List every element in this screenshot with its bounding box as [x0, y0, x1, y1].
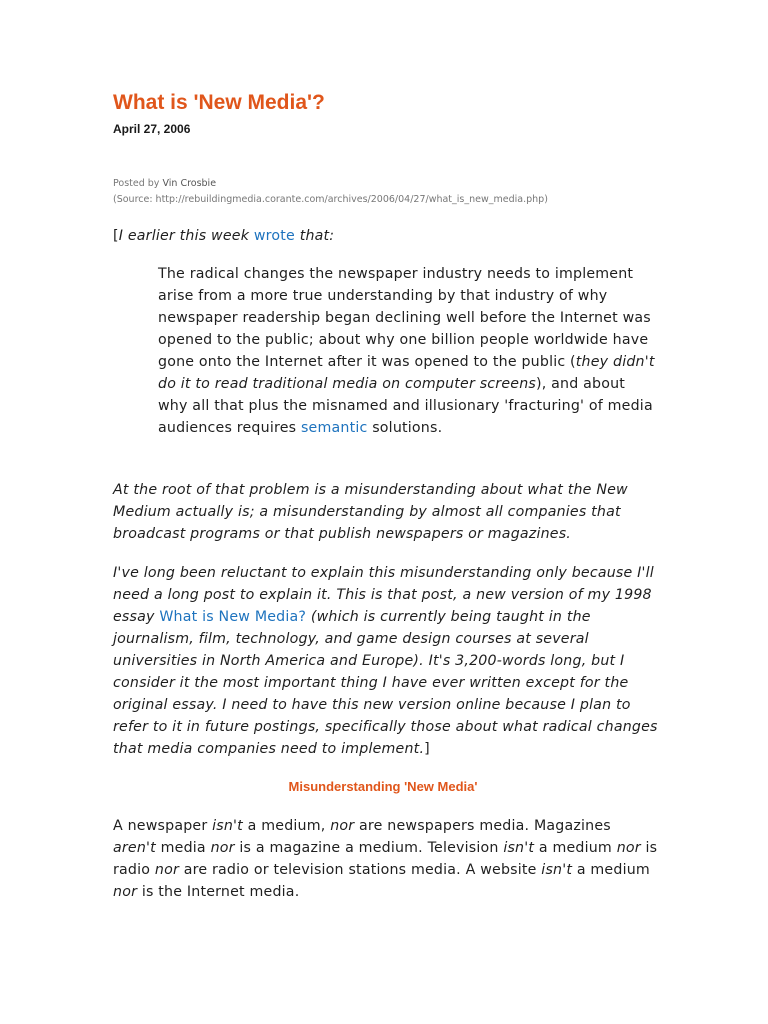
paragraph-reluctant: [113, 562, 658, 760]
p3-emphasis: isn't: [541, 862, 573, 878]
p3-text: A newspaper: [113, 818, 208, 834]
intro-line: [113, 225, 658, 247]
intro-text-after: that:: [299, 228, 335, 244]
paragraph2-text-2: (which is currently being taught in the journalism, film, technology, and game design courses at several universities in North America and Europe). It's 3,200-words long, but I consider it the most important thing I have ever written except for the original essay. I need to have this new version online because I plan to refer to it in future postings, specifically those about what radical changes that media companies need to implement.: [113, 609, 658, 757]
author-name: Vin Crosbie: [162, 178, 217, 189]
p3-text: are newspapers media. Magazines: [359, 818, 611, 834]
article-title: What is 'New Media'?: [113, 91, 325, 114]
what-is-new-media-link[interactable]: What is New Media?: [159, 609, 307, 625]
source-line: (Source: http://rebuildingmedia.corante.com/archives/2006/04/27/what_is_new_media.php): [113, 194, 548, 205]
p3-emphasis: nor: [154, 862, 179, 878]
p3-text: is radio: [113, 840, 658, 878]
p3-text: a medium: [576, 862, 650, 878]
quote-text-2: ), and about why all that plus the misnamed and illusionary 'fracturing' of media audiences requires: [158, 376, 653, 436]
paragraph-root-problem: At the root of that problem is a misunderstanding about what the New Medium actually is; a misunderstanding by almost all companies that broadcast programs or that publish newspapers or magazines.: [113, 482, 628, 542]
quote-text-3: solutions.: [372, 420, 443, 436]
quote-italic: they didn't do it to read traditional media on computer screens: [158, 354, 655, 392]
p3-emphasis: isn't: [503, 840, 535, 856]
p3-text: media: [160, 840, 206, 856]
p3-emphasis: aren't: [113, 840, 156, 856]
semantic-link[interactable]: semantic: [300, 420, 368, 436]
p3-text: a medium,: [247, 818, 326, 834]
p3-text: are radio or television stations media. A website: [183, 862, 537, 878]
paragraph2-text-1: I've long been reluctant to explain this misunderstanding only because I'll need a long post to explain it. This is that post, a new version of my 1998 essay: [113, 565, 654, 625]
quote-text-1: The radical changes the newspaper industry needs to implement arise from a more true understanding by that industry of why newspaper readership began declining well before the Internet was opened to the public; about why one billion people worldwide have gone onto the Internet after it was opened to the public (: [158, 266, 651, 370]
p3-emphasis: nor: [113, 884, 138, 900]
bracket-open: [: [113, 228, 119, 244]
p3-emphasis: nor: [330, 818, 355, 834]
wrote-link[interactable]: wrote: [253, 228, 295, 244]
bracket-close: ]: [424, 741, 430, 757]
intro-text: I earlier this week: [118, 228, 250, 244]
article-date: April 27, 2006: [113, 122, 191, 136]
p3-text: is the Internet media.: [141, 884, 300, 900]
blockquote: [158, 263, 658, 439]
p3-emphasis: nor: [210, 840, 235, 856]
subheading: Misunderstanding 'New Media': [288, 779, 478, 794]
paragraph-newspaper: [113, 815, 658, 903]
p3-emphasis: isn't: [212, 818, 243, 834]
posted-by-line: [113, 178, 216, 189]
p3-text: a medium: [538, 840, 612, 856]
p3-emphasis: nor: [616, 840, 641, 856]
p3-text: is a magazine a medium. Television: [239, 840, 499, 856]
posted-by-label: Posted by: [113, 178, 160, 189]
